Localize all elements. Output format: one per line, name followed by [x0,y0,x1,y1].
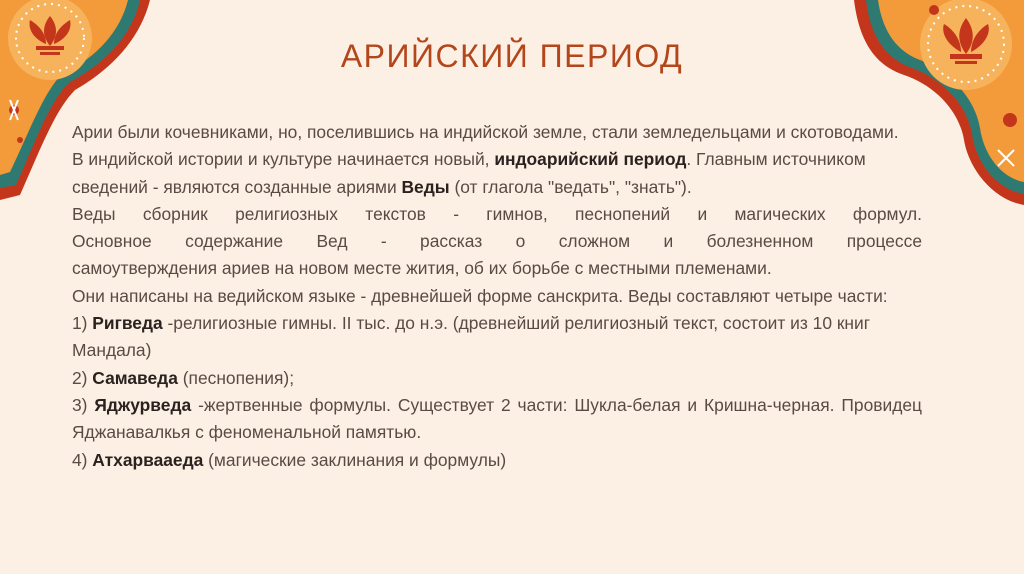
paragraph-vedas-line1: Веды сборник религиозных текстов - гимнов, песнопений и магических формул. [72,203,922,224]
paragraph-indo-aryan: В индийской истории и культуре начинается новый, индоарийский период. Главным источником сведений - являются созданные ариями Веды (от глагола "ведать", "знать"). [72,149,866,197]
paragraph-nomads: Арии были кочевниками, но, поселившись на индийской земле, стали земледельцами и скотоводами. [72,122,899,142]
term-indoaryan-period: индоарийский период [494,149,687,170]
list-item-yajurveda: 3) Яджурведа -жертвенные формулы. Существует 2 части: Шукла-белая и Кришна-черная. Провидец Яджанавалкья с феноменальной памятью. [72,394,922,443]
paragraph-language: Они написаны на ведийском языке - древнейшей форме санскрита. Веды составляют четыре части: [72,285,888,306]
list-item-samaveda: 2) Самаведа (песнопения); [72,367,295,388]
list-item-atharvaveda: 4) Атхарвааеда (магические заклинания и формулы) [72,449,507,470]
term-vedas: Веды [401,176,450,197]
list-item-rigveda: 1) Ригведа -религиозные гимны. II тыс. до н.э. (древнейший религиозный текст, состоит из 10 книг Мандала) [72,313,871,361]
paragraph-vedas-line3: самоутверждения ариев на новом месте жития, об их борьбе с местными племенами. [72,258,772,279]
slide-title: АРИЙСКИЙ ПЕРИОД [340,38,684,74]
slide-body [72,119,922,474]
paragraph-vedas-line2: Основное содержание Вед - рассказ о сложном и болезненном процессе [72,231,922,252]
